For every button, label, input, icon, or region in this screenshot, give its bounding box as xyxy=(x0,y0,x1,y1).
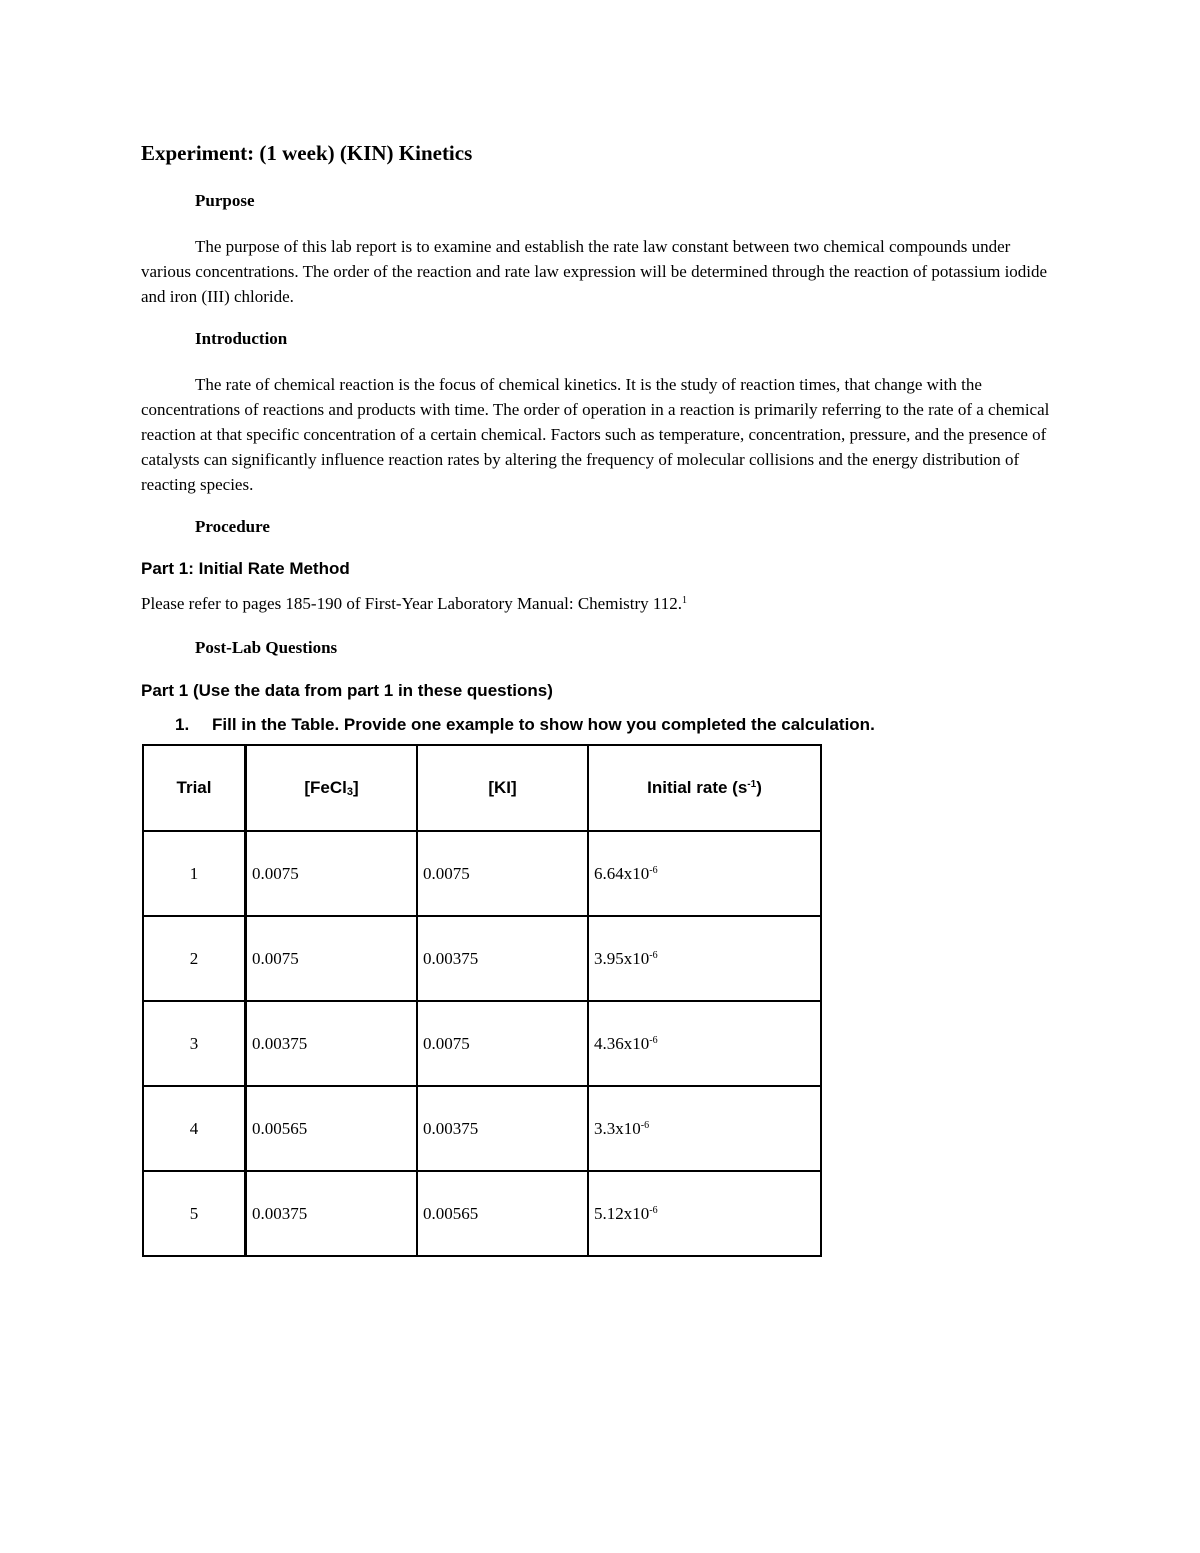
rate-mantissa: 3.95x10 xyxy=(594,948,650,968)
question-1-text: Fill in the Table. Provide one example to show how you completed the calculation. xyxy=(212,715,875,734)
cell-initial-rate xyxy=(588,1171,821,1256)
question-1-number: 1. xyxy=(175,715,190,734)
cell-trial: 2 xyxy=(143,916,246,1001)
document-title: Experiment: (1 week) (KIN) Kinetics xyxy=(141,141,473,165)
header-fecl3-close: ] xyxy=(352,778,359,797)
cell-initial-rate xyxy=(588,831,821,916)
procedure-part1-heading: Part 1: Initial Rate Method xyxy=(141,559,350,578)
header-trial: Trial xyxy=(143,745,246,831)
header-fecl3 xyxy=(246,745,418,831)
header-ki: [KI] xyxy=(417,745,588,831)
rate-exponent: -6 xyxy=(649,864,658,876)
rate-exponent: -6 xyxy=(649,1204,658,1216)
header-rate-superscript: -1 xyxy=(747,779,757,790)
reference-superscript: 1 xyxy=(682,595,688,606)
rate-exponent: -6 xyxy=(640,1119,650,1131)
rate-mantissa: 4.36x10 xyxy=(594,1033,650,1053)
header-rate-close: ) xyxy=(756,778,762,797)
cell-ki: 0.00375 xyxy=(417,1086,588,1171)
rate-mantissa: 6.64x10 xyxy=(594,863,650,883)
introduction-paragraph: The rate of chemical reaction is the focus of chemical kinetics. It is the study of reaction times, that change with the concentrations of reactions and products with time. The order of operation in a reaction is primarily referring to the rate of a chemical reaction at that specific concentration of a certain chemical. Factors such as temperature, concentration, pressure, and the presence of catalysts can significantly influence reaction rates by altering the frequency of molecular collisions and the energy distribution of reacting species. xyxy=(141,375,1050,494)
header-initial-rate xyxy=(588,745,821,831)
table-header-row xyxy=(143,745,821,831)
procedure-part1-text xyxy=(141,594,687,614)
table-row xyxy=(143,1086,821,1171)
cell-fecl3: 0.00375 xyxy=(246,1171,418,1256)
cell-ki: 0.00375 xyxy=(417,916,588,1001)
rate-exponent: -6 xyxy=(649,949,658,961)
cell-fecl3: 0.00375 xyxy=(246,1001,418,1086)
introduction-heading: Introduction xyxy=(195,329,288,348)
table-row xyxy=(143,1001,821,1086)
cell-fecl3: 0.00565 xyxy=(246,1086,418,1171)
procedure-heading: Procedure xyxy=(195,517,270,536)
header-fecl3-subscript: 3 xyxy=(346,786,353,798)
purpose-paragraph: The purpose of this lab report is to examine and establish the rate law constant between two chemical compounds under various concentrations. The order of the reaction and rate law expression will be determined through the reaction of potassium iodide and iron (III) chloride. xyxy=(141,237,1048,306)
purpose-heading: Purpose xyxy=(195,191,255,210)
header-rate-text: Initial rate (s xyxy=(647,778,748,797)
cell-initial-rate xyxy=(588,1086,821,1171)
cell-trial: 1 xyxy=(143,831,246,916)
cell-initial-rate xyxy=(588,916,821,1001)
cell-fecl3: 0.0075 xyxy=(246,831,418,916)
cell-ki: 0.00565 xyxy=(417,1171,588,1256)
cell-trial: 3 xyxy=(143,1001,246,1086)
postlab-part1-heading: Part 1 (Use the data from part 1 in these questions) xyxy=(141,681,553,700)
table-row xyxy=(143,1171,821,1256)
rate-mantissa: 3.3x10 xyxy=(594,1118,641,1138)
rate-mantissa: 5.12x10 xyxy=(594,1203,650,1223)
cell-ki: 0.0075 xyxy=(417,1001,588,1086)
header-fecl3-text: [FeCl xyxy=(304,778,347,797)
table-row xyxy=(143,831,821,916)
procedure-part1-sentence: Please refer to pages 185-190 of First-Year Laboratory Manual: Chemistry 112. xyxy=(141,594,683,613)
cell-ki: 0.0075 xyxy=(417,831,588,916)
postlab-heading: Post-Lab Questions xyxy=(195,638,338,657)
cell-trial: 4 xyxy=(143,1086,246,1171)
rate-data-table xyxy=(142,744,822,1257)
table-row xyxy=(143,916,821,1001)
cell-trial: 5 xyxy=(143,1171,246,1256)
cell-fecl3: 0.0075 xyxy=(246,916,418,1001)
cell-initial-rate xyxy=(588,1001,821,1086)
rate-exponent: -6 xyxy=(649,1034,658,1046)
question-1 xyxy=(175,715,875,735)
